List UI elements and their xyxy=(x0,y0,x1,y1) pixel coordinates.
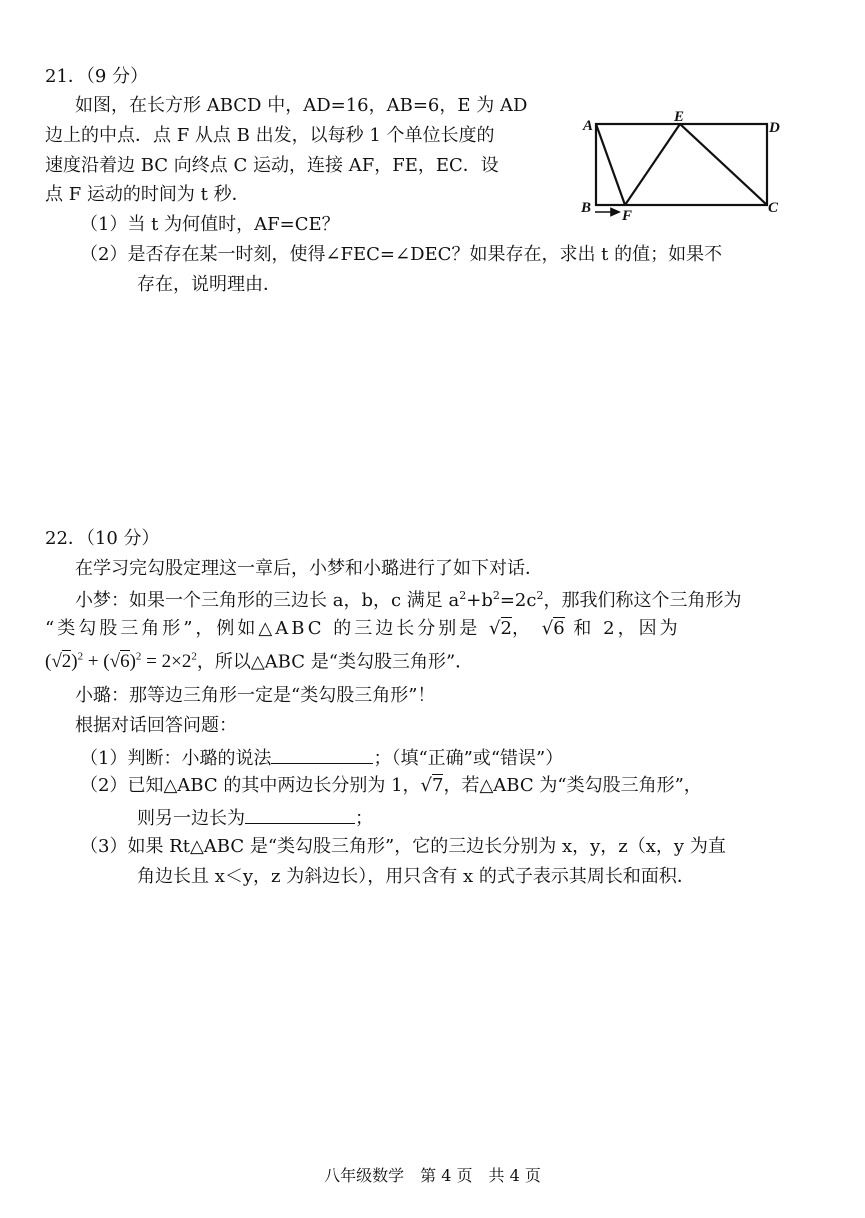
label-d: D xyxy=(769,120,780,136)
q21-stem-line-2: 边上的中点．点 F 从点 B 出发，以每秒 1 个单位长度的 xyxy=(45,125,495,146)
q22-part-2-line-2: 则另一边长为 ； xyxy=(137,808,373,829)
label-a: A xyxy=(583,118,594,134)
q21-stem-line-3: 速度沿着边 BC 向终点 C 运动，连接 AF，FE，EC．设 xyxy=(45,155,499,176)
q22-part-1: （1）判断：小璐的说法 ；（填“正确”或“错误”） xyxy=(80,748,564,769)
segment-af xyxy=(596,124,625,205)
q22-meng-line-2: “类勾股三角形”，例如△ABC 的三边长分别是 √2， √6 和 2，因为 xyxy=(45,618,681,639)
q22-part-3-line-2: 角边长且 x＜y，z 为斜边长），用只含有 x 的式子表示其周长和面积． xyxy=(137,866,695,887)
q21-stem-line-4: 点 F 运动的时间为 t 秒． xyxy=(45,184,250,205)
sqrt-6: √6 xyxy=(541,618,565,639)
sqrt-2: √2 xyxy=(489,618,512,639)
answer-blank-2[interactable] xyxy=(245,807,355,824)
page-footer: 八年级数学 第 4 页 共 4 页 xyxy=(324,1166,541,1185)
q22-part-3-line-1: （3）如果 Rt△ABC 是“类勾股三角形”，它的三边长分别为 x，y，z（x，y 为直 xyxy=(80,836,726,857)
sqrt-7: √7 xyxy=(420,775,444,796)
equation: $(√2)^2 + (√6)^2 = 2\times 2^2$ xyxy=(45,651,197,673)
q21-part-2-line-1: （2）是否存在某一时刻，使得∠FEC=∠DEC？如果存在，求出 t 的值；如果不 xyxy=(80,244,723,265)
q21-part-1: （1）当 t 为何值时，AF=CE？ xyxy=(80,214,340,235)
label-e: E xyxy=(674,109,685,125)
motion-arrow xyxy=(595,209,619,216)
q22-part-2-line-1: （2）已知△ABC 的其中两边长分别为 1，√7，若△ABC 为“类勾股三角形”， xyxy=(80,775,702,796)
q22-prompt: 根据对话回答问题： xyxy=(75,715,237,736)
q22-meng-line-1: 小梦：如果一个三角形的三边长 a，b，c 满足 $a^2+b^2=2c^2$，那我们称这个三角形为 xyxy=(75,589,742,611)
q21-part-2-line-2: 存在，说明理由． xyxy=(137,274,281,295)
segment-fe xyxy=(625,124,680,205)
q21-stem-line-1: 如图，在长方形 ABCD 中，AD=16，AB=6，E 为 AD xyxy=(75,95,528,116)
segment-ec xyxy=(680,124,767,205)
q22-header: 22．（10 分） xyxy=(45,528,160,549)
label-f: F xyxy=(622,208,633,224)
q22-lu-line: 小璐：那等边三角形一定是“类勾股三角形”！ xyxy=(75,685,436,706)
q21-rectangle-figure xyxy=(575,100,795,225)
label-b: B xyxy=(581,200,592,216)
label-c: C xyxy=(768,200,779,216)
answer-blank-1[interactable] xyxy=(271,747,373,764)
q22-intro: 在学习完勾股定理这一章后，小梦和小璐进行了如下对话． xyxy=(75,558,543,579)
q21-header: 21．（9 分） xyxy=(45,66,149,87)
q22-meng-line-3: $(√2)^2 + (√6)^2 = 2\times 2^2$，所以△ABC 是“类勾股三角形”． xyxy=(45,651,474,673)
